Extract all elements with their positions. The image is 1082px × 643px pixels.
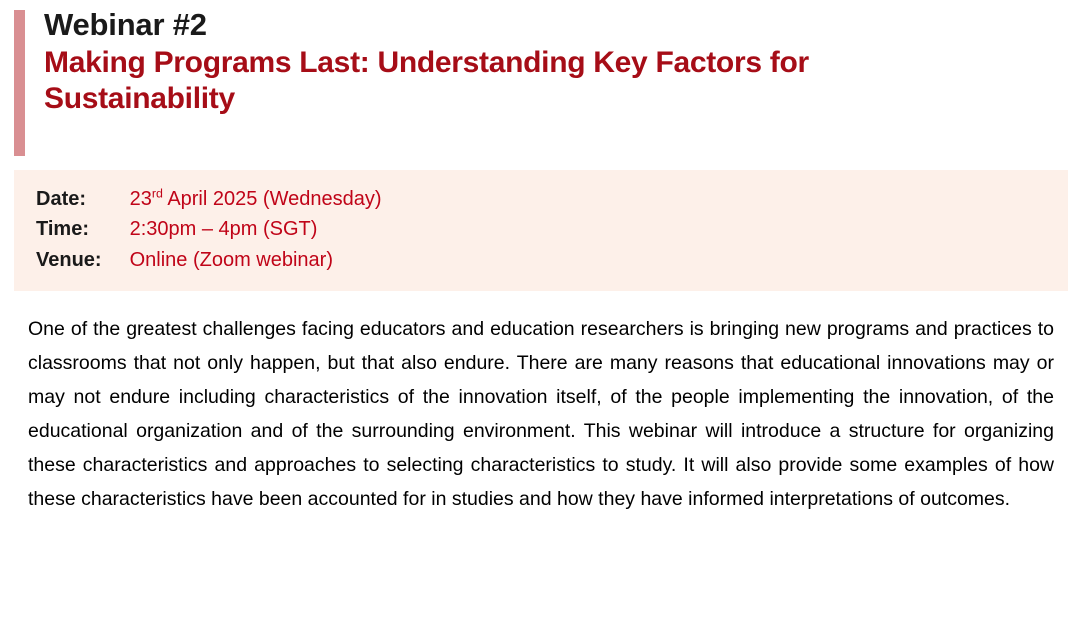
time-label: Time: xyxy=(36,218,89,241)
date-value-rest: April 2025 (Wednesday) xyxy=(162,188,382,210)
date-value-day: 23 xyxy=(129,188,152,210)
event-details-panel xyxy=(14,170,1068,291)
page-title: Making Programs Last: Understanding Key Factors for Sustainability xyxy=(44,45,809,116)
table-row xyxy=(36,184,382,214)
document-page xyxy=(0,8,1082,643)
date-value-ordinal: rd xyxy=(151,186,163,201)
accent-bar xyxy=(14,10,25,156)
venue-label: Venue: xyxy=(36,248,102,271)
table-row xyxy=(36,214,382,244)
table-row xyxy=(36,245,382,275)
date-label: Date: xyxy=(36,188,87,210)
title-block xyxy=(14,8,1082,148)
date-value xyxy=(130,184,382,214)
venue-value: Online (Zoom webinar) xyxy=(129,248,333,271)
abstract-paragraph: One of the greatest challenges facing educators and education researchers is bringing new programs and practices to classrooms that not only happen, but that also endure. There are many reasons that educational innovations may or may not endure including characteristics of the innovation itself, of the people implementing the innovation, of the educational organization and of the surrounding environment. This webinar will introduce a structure for organizing these characteristics and approaches to selecting characteristics to study. It will also provide some examples of how these characteristics have been accounted for in studies and how they have informed interpretations of outcomes. xyxy=(28,318,1054,510)
event-details-table xyxy=(36,184,382,275)
webinar-number-label: Webinar #2 xyxy=(44,7,207,42)
time-value: 2:30pm – 4pm (SGT) xyxy=(129,218,318,241)
